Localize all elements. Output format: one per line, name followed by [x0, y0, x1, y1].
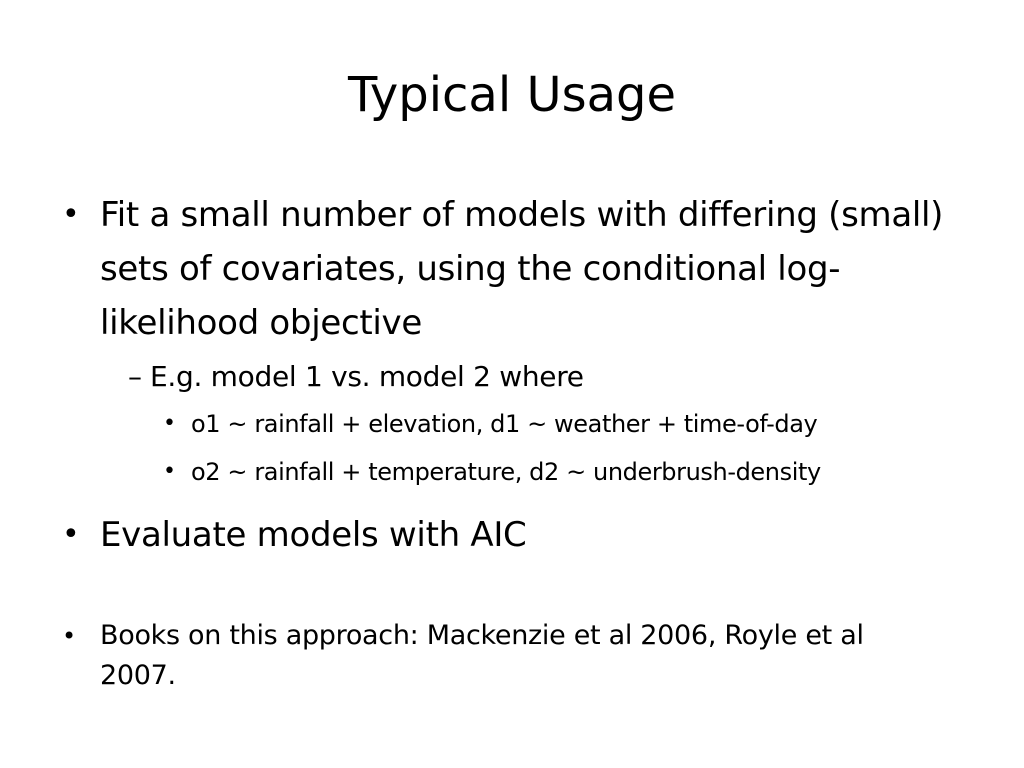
bullet-text: Fit a small number of models with differing (small) sets of covariates, using the conditional log-likelihood objective: [100, 195, 944, 343]
bullet-item: [62, 188, 962, 350]
slide-title: Typical Usage: [347, 67, 676, 123]
dash-icon: –: [128, 360, 142, 393]
bullet-icon: •: [62, 517, 80, 552]
bullet-item: [62, 508, 962, 562]
sub-sub-bullet-item: [163, 400, 962, 448]
bullet-icon: •: [163, 411, 176, 436]
slide-body: [62, 188, 962, 696]
bullet-text: Evaluate models with AIC: [100, 515, 527, 555]
bullet-item: [62, 616, 920, 696]
sub-sub-bullet-item: [163, 448, 962, 496]
sub-bullet-item: [128, 354, 962, 400]
bullet-text: Books on this approach: Mackenzie et al 2006, Royle et al 2007.: [100, 620, 864, 691]
sub-bullet-text: E.g. model 1 vs. model 2 where: [150, 360, 584, 393]
bullet-icon: •: [163, 459, 176, 484]
bullet-icon: •: [62, 197, 80, 232]
bullet-icon: •: [62, 622, 76, 650]
sub-sub-bullet-text: o1 ~ rainfall + elevation, d1 ~ weather + time-of-day: [191, 410, 818, 438]
sub-sub-bullet-text: o2 ~ rainfall + temperature, d2 ~ underbrush-density: [191, 458, 821, 486]
